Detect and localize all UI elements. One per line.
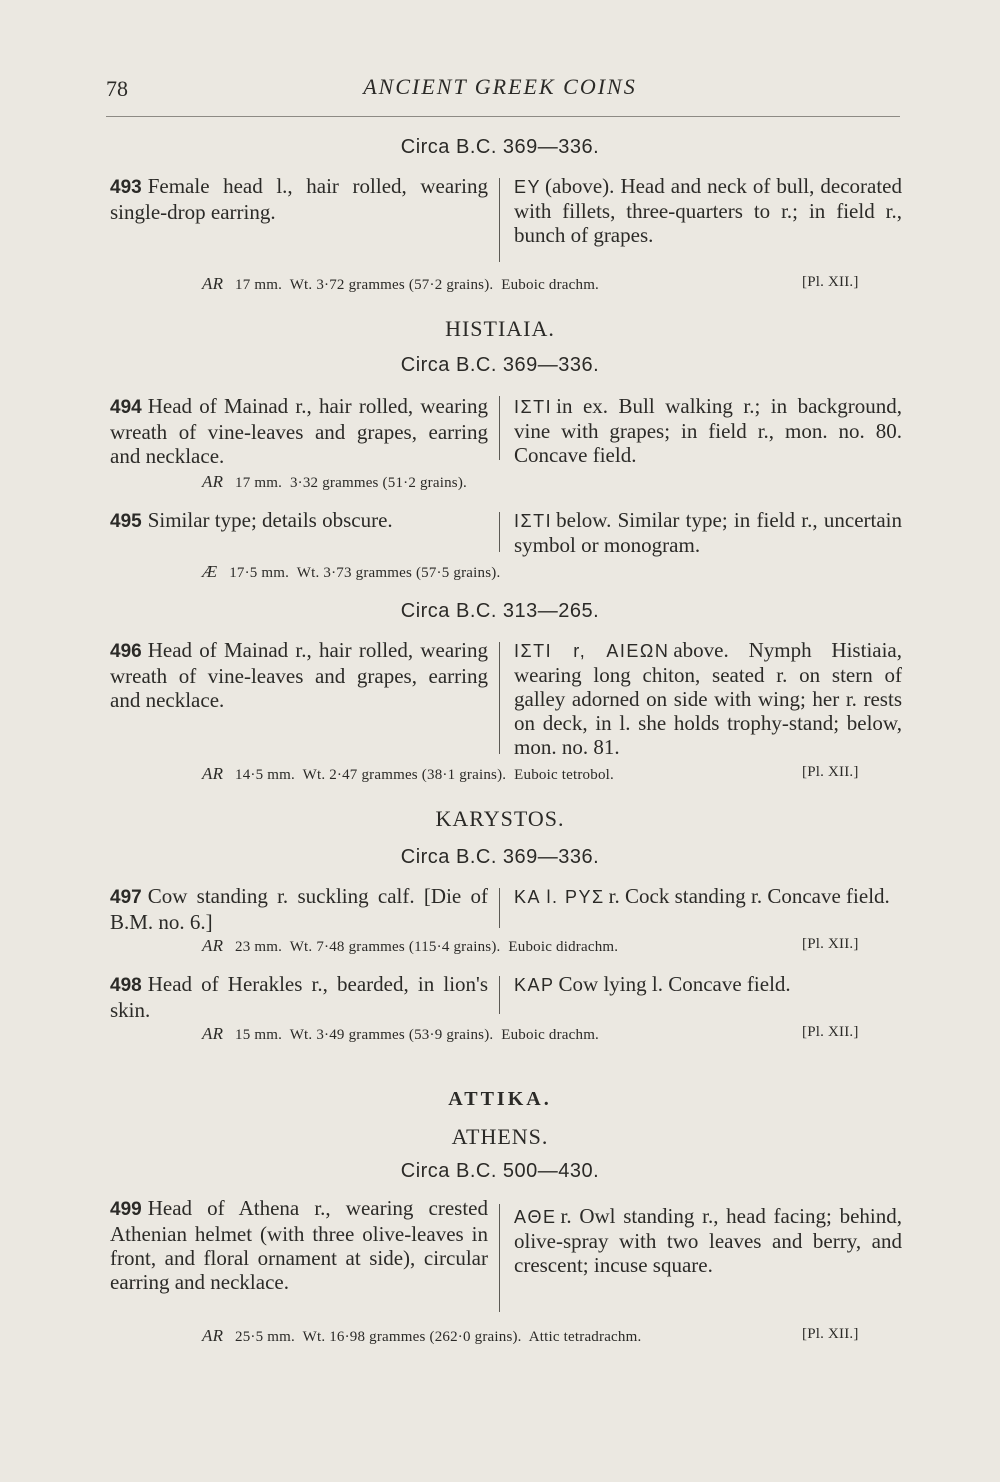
plate-ref: [Pl. XII.] <box>802 1024 859 1040</box>
column-divider <box>499 888 500 928</box>
header-rule <box>106 116 900 117</box>
plate-ref: [Pl. XII.] <box>802 936 859 952</box>
coin-499-obverse <box>110 1196 488 1294</box>
coin-495-obverse <box>110 508 488 534</box>
metal-symbol: AR <box>202 472 224 491</box>
coin-493-details <box>202 274 599 294</box>
coin-number: 495 <box>110 511 142 532</box>
obverse-text: Similar type; details obscure. <box>147 508 393 532</box>
mint-heading: ATHENS. <box>451 1124 549 1149</box>
coin-number: 498 <box>110 975 142 996</box>
coin-498-details <box>202 1024 599 1044</box>
metal-symbol: AR <box>202 764 224 783</box>
plate-ref: [Pl. XII.] <box>802 1326 859 1342</box>
coin-number: 496 <box>110 641 142 662</box>
obverse-text: Head of Herakles r., bearded, in lion's skin. <box>110 972 488 1022</box>
metal-symbol: AR <box>202 936 224 955</box>
column-divider <box>499 976 500 1014</box>
period-heading: Circa B.C. 369—336. <box>400 354 600 376</box>
obverse-text: Head of Mainad r., hair rolled, wearing wreath of vine-leaves and grapes, earring and necklace. <box>110 394 488 468</box>
coin-496-reverse <box>514 638 902 759</box>
obverse-text: Female head l., hair rolled, wearing single-drop earring. <box>110 174 488 224</box>
reverse-legend: EY <box>514 177 542 197</box>
coin-497-details <box>202 936 618 956</box>
reverse-legend: IΣTI <box>514 397 553 417</box>
coin-493-reverse <box>514 174 902 247</box>
coin-496-obverse <box>110 638 488 712</box>
coin-499-details <box>202 1326 641 1346</box>
column-divider <box>499 178 500 262</box>
period-heading: Circa B.C. 369—336. <box>400 846 600 868</box>
period-heading: Circa B.C. 500—430. <box>400 1160 600 1182</box>
coin-497-reverse <box>514 884 902 909</box>
column-divider <box>499 1204 500 1312</box>
column-divider <box>499 396 500 460</box>
coin-specs: 15 mm. Wt. 3·49 grammes (53·9 grains). Euboic drachm. <box>235 1027 600 1043</box>
mint-heading: HISTIAIA. <box>445 316 555 341</box>
coin-specs: 23 mm. Wt. 7·48 grammes (115·4 grains). Euboic didrachm. <box>235 939 619 955</box>
reverse-legend: AΘE <box>514 1207 557 1227</box>
page-number: 78 <box>106 76 128 101</box>
obverse-text: Head of Athena r., wearing crested Athenian helmet (with three olive-leaves in front, and floral ornament at side), circular earring and necklace. <box>110 1196 488 1294</box>
period-heading: Circa B.C. 313—265. <box>400 600 600 622</box>
obverse-text: Head of Mainad r., hair rolled, wearing wreath of vine-leaves and grapes, earring and necklace. <box>110 638 488 712</box>
coin-specs: 17 mm. Wt. 3·72 grammes (57·2 grains). Euboic drachm. <box>235 277 600 293</box>
reverse-legend: KAP <box>514 975 555 995</box>
coin-specs: 25·5 mm. Wt. 16·98 grammes (262·0 grains). Attic tetradrachm. <box>235 1329 642 1345</box>
reverse-text: in ex. Bull walking r.; in background, vine with grapes; in field r., mon. no. 80. Concave field. <box>514 394 902 467</box>
coin-497-obverse <box>110 884 488 934</box>
coin-498-reverse <box>514 972 902 997</box>
reverse-text: above. Nymph Histiaia, wearing long chiton, seated r. on stern of galley adorned on side with wing; her r. rests on deck, in l. she holds trophy-stand; below, mon. no. 81. <box>514 638 902 759</box>
coin-494-details <box>202 472 467 492</box>
region-heading: ATTIKA. <box>448 1088 552 1110</box>
coin-493-obverse <box>110 174 488 224</box>
plate-ref: [Pl. XII.] <box>802 764 859 780</box>
reverse-text: r. Cock standing r. Concave field. <box>608 884 890 908</box>
reverse-legend: IΣTI r, AIEΩN <box>514 641 670 661</box>
obverse-text: Cow standing r. suckling calf. [Die of B.M. no. 6.] <box>110 884 488 934</box>
coin-number: 494 <box>110 397 142 418</box>
running-title: ANCIENT GREEK COINS <box>363 74 637 99</box>
coin-495-reverse <box>514 508 902 557</box>
coin-specs: 17·5 mm. Wt. 3·73 grammes (57·5 grains). <box>229 565 501 581</box>
metal-symbol: AR <box>202 1326 224 1345</box>
coin-496-details <box>202 764 614 784</box>
metal-symbol: AR <box>202 274 224 293</box>
coin-number: 497 <box>110 887 142 908</box>
plate-ref: [Pl. XII.] <box>802 274 859 290</box>
reverse-text: Cow lying l. Concave field. <box>558 972 791 996</box>
coin-498-obverse <box>110 972 488 1022</box>
coin-494-obverse <box>110 394 488 468</box>
coin-499-reverse <box>514 1204 902 1277</box>
coin-number: 499 <box>110 1199 142 1220</box>
reverse-legend: KA l. PYΣ <box>514 887 605 907</box>
coin-number: 493 <box>110 177 142 198</box>
reverse-text: r. Owl standing r., head facing; behind, olive-spray with two leaves and berry, and crescent; incuse square. <box>514 1204 902 1277</box>
mint-heading: KARYSTOS. <box>435 806 565 831</box>
metal-symbol: AR <box>202 1024 224 1043</box>
coin-495-details <box>202 562 500 582</box>
coin-specs: 17 mm. 3·32 grammes (51·2 grains). <box>235 475 467 491</box>
column-divider <box>499 512 500 552</box>
reverse-text: (above). Head and neck of bull, decorated with fillets, three-quarters to r.; in field r., bunch of grapes. <box>514 174 902 247</box>
reverse-text: below. Similar type; in field r., uncertain symbol or monogram. <box>514 508 902 557</box>
coin-494-reverse <box>514 394 902 467</box>
reverse-legend: IΣTI <box>514 511 553 531</box>
metal-symbol: Æ <box>202 562 218 581</box>
column-divider <box>499 642 500 754</box>
coin-specs: 14·5 mm. Wt. 2·47 grammes (38·1 grains). Euboic tetrobol. <box>235 767 614 783</box>
period-heading: Circa B.C. 369—336. <box>400 136 600 158</box>
